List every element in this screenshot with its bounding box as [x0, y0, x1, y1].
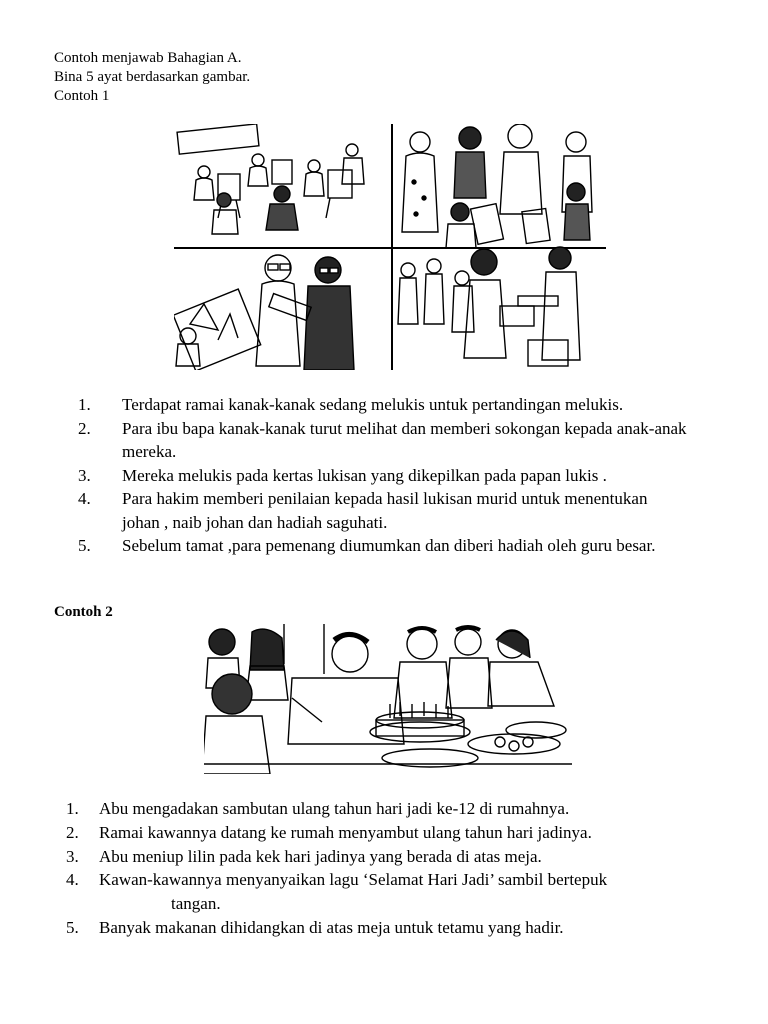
- list-item: [78, 464, 718, 488]
- list-number: 3.: [66, 846, 79, 866]
- intro-block: [54, 49, 250, 106]
- list-item: [66, 868, 736, 916]
- list-item: [66, 916, 736, 940]
- figure-contoh-1: [174, 124, 606, 370]
- heading-contoh-2: Contoh 2: [54, 604, 113, 620]
- list-number: 3.: [78, 465, 91, 485]
- list-item: [66, 845, 736, 869]
- list-item: [78, 534, 718, 558]
- list-number: 2.: [78, 418, 91, 438]
- list-number: 4.: [66, 870, 79, 890]
- list-item: [78, 393, 718, 417]
- list-text: Para ibu bapa kanak-kanak turut melihat dan memberi sokongan kepada anak-anak mereka.: [122, 418, 687, 461]
- list-item: [66, 821, 736, 845]
- answer-list-contoh-1: [78, 393, 718, 558]
- list-number: 5.: [66, 917, 79, 937]
- answer-list-contoh-2: [66, 797, 736, 940]
- list-text: Banyak makanan dihidangkan di atas meja untuk tetamu yang hadir.: [99, 917, 564, 937]
- list-text: Ramai kawannya datang ke rumah menyambut ulang tahun hari jadinya.: [99, 822, 592, 842]
- list-text: Terdapat ramai kanak-kanak sedang melukis untuk pertandingan melukis.: [122, 395, 624, 414]
- list-text: Abu mengadakan sambutan ulang tahun hari jadi ke-12 di rumahnya.: [99, 799, 570, 818]
- list-text: Para hakim memberi penilaian kepada hasil lukisan murid untuk menentukan johan , naib johan dan hadiah saguhati.: [122, 489, 648, 532]
- figure-1-illustration: [174, 124, 606, 370]
- list-item: [78, 487, 718, 534]
- list-text: Sebelum tamat ,para pemenang diumumkan dan diberi hadiah oleh guru besar.: [122, 536, 656, 555]
- intro-line-1: Contoh menjawab Bahagian A.: [54, 50, 242, 66]
- list-text-continuation: tangan.: [171, 894, 221, 914]
- list-number: 1.: [78, 395, 91, 414]
- list-text: Mereka melukis pada kertas lukisan yang dikepilkan pada papan lukis .: [122, 465, 607, 485]
- intro-line-2: Bina 5 ayat berdasarkan gambar.: [54, 69, 251, 85]
- list-number: 4.: [78, 489, 91, 508]
- list-text: Kawan-kawannya menyanyaikan lagu ‘Selamat Hari Jadi’ sambil bertepuk: [99, 870, 608, 890]
- figure-2-illustration: [204, 624, 572, 774]
- list-number: 1.: [66, 799, 79, 818]
- list-item: [66, 797, 736, 821]
- heading-contoh-1: Contoh 1: [54, 88, 110, 104]
- list-item: [78, 417, 718, 464]
- list-number: 2.: [66, 822, 79, 842]
- list-text: Abu meniup lilin pada kek hari jadinya yang berada di atas meja.: [99, 846, 542, 866]
- list-number: 5.: [78, 536, 91, 555]
- figure-contoh-2: [204, 624, 572, 774]
